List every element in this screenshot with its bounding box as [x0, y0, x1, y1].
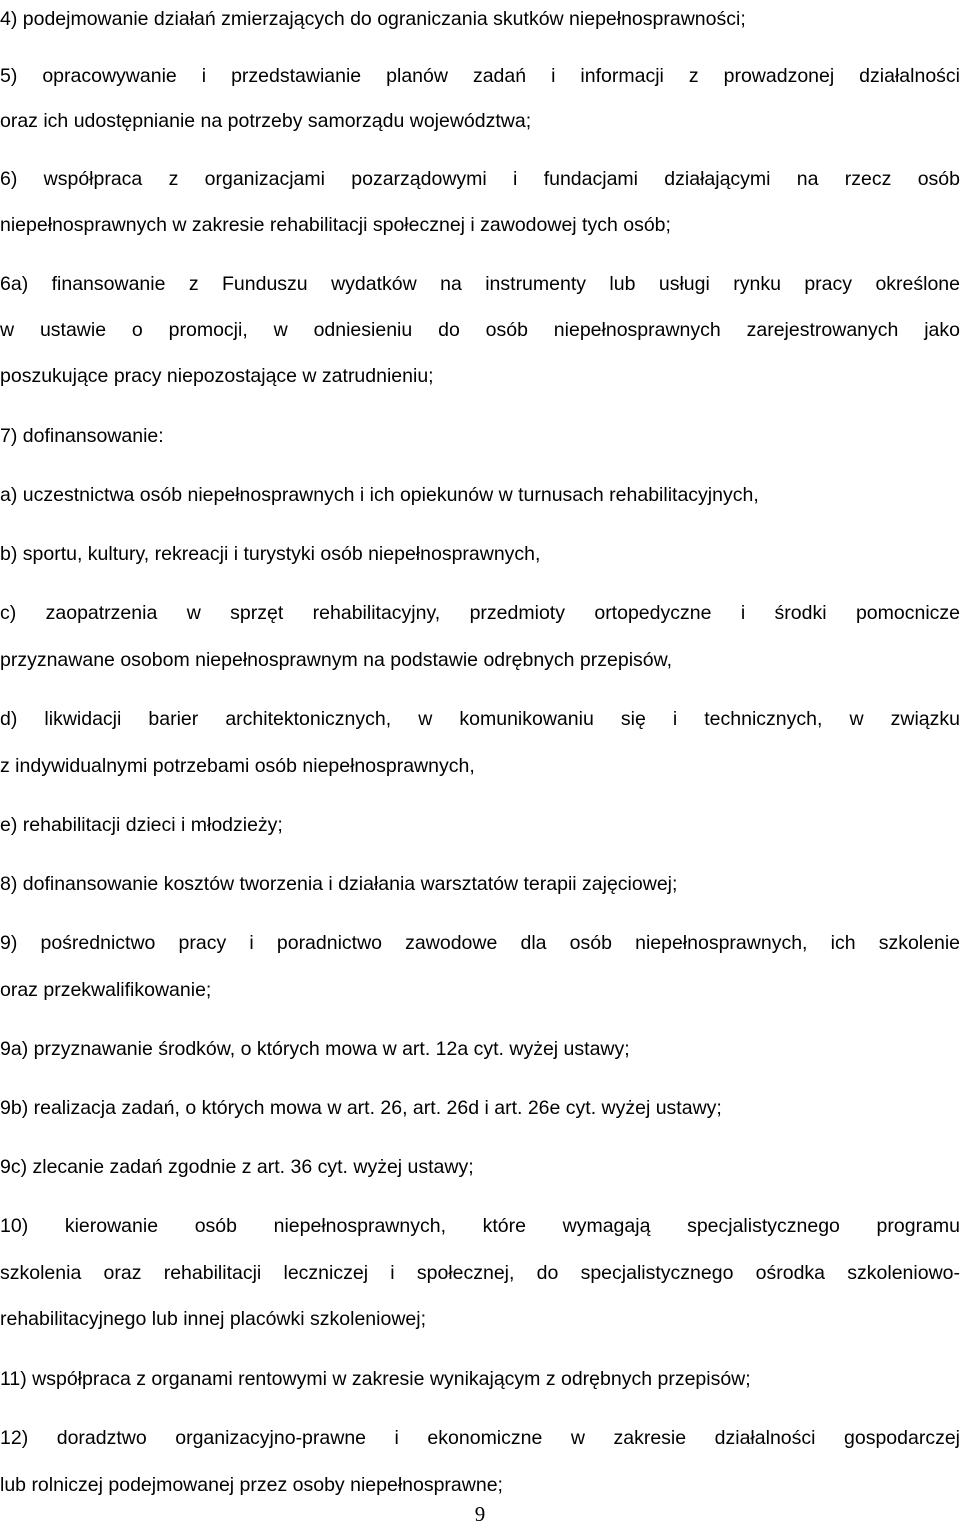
text-line: oraz przekwalifikowanie; — [0, 979, 212, 1001]
text-line: niepełnosprawnych w zakresie rehabilitacji społecznej i zawodowej tych osób; — [0, 214, 671, 236]
text-line: 7) dofinansowanie: — [0, 425, 164, 447]
text-line: b) sportu, kultury, rekreacji i turystyki osób niepełnosprawnych, — [0, 543, 541, 565]
text-line: 9b) realizacja zadań, o których mowa w art. 26, art. 26d i art. 26e cyt. wyżej ustawy; — [0, 1097, 722, 1119]
text-line: lub rolniczej podejmowanej przez osoby niepełnosprawne; — [0, 1474, 503, 1496]
text-line: e) rehabilitacji dzieci i młodzieży; — [0, 814, 283, 836]
text-line: 9a) przyznawanie środków, o których mowa w art. 12a cyt. wyżej ustawy; — [0, 1038, 630, 1060]
text-line: przyznawane osobom niepełnosprawnym na podstawie odrębnych przepisów, — [0, 649, 673, 671]
text-line: w ustawie o promocji, w odniesieniu do osób niepełnosprawnych zarejestrowanych jako — [0, 319, 960, 341]
text-line: 5) opracowywanie i przedstawianie planów zadań i informacji z prowadzonej działalności — [0, 65, 960, 87]
text-line: 8) dofinansowanie kosztów tworzenia i działania warsztatów terapii zajęciowej; — [0, 873, 678, 895]
text-line: 9c) zlecanie zadań zgodnie z art. 36 cyt. wyżej ustawy; — [0, 1156, 474, 1178]
text-line: rehabilitacyjnego lub innej placówki szkoleniowej; — [0, 1308, 426, 1330]
text-line: szkolenia oraz rehabilitacji leczniczej i społecznej, do specjalistycznego ośrodka szkoleniowo- — [0, 1262, 960, 1284]
text-line: a) uczestnictwa osób niepełnosprawnych i ich opiekunów w turnusach rehabilitacyjnych, — [0, 484, 759, 506]
text-line: 6) współpraca z organizacjami pozarządowymi i fundacjami działającymi na rzecz osób — [0, 168, 960, 190]
text-line: oraz ich udostępnianie na potrzeby samorządu województwa; — [0, 110, 532, 132]
text-line: 6a) finansowanie z Funduszu wydatków na instrumenty lub usługi rynku pracy określone — [0, 273, 960, 295]
text-line: z indywidualnymi potrzebami osób niepełnosprawnych, — [0, 755, 475, 777]
text-line: 4) podejmowanie działań zmierzających do ograniczania skutków niepełnosprawności; — [0, 8, 746, 30]
text-line: 9) pośrednictwo pracy i poradnictwo zawodowe dla osób niepełnosprawnych, ich szkolenie — [0, 932, 960, 954]
text-line: 11) współpraca z organami rentowymi w zakresie wynikającym z odrębnych przepisów; — [0, 1368, 751, 1390]
text-line: d) likwidacji barier architektonicznych, w komunikowaniu się i technicznych, w związku — [0, 708, 960, 730]
text-line: 12) doradztwo organizacyjno-prawne i ekonomiczne w zakresie działalności gospodarczej — [0, 1427, 960, 1449]
text-line: c) zaopatrzenia w sprzęt rehabilitacyjny, przedmioty ortopedyczne i środki pomocnicze — [0, 602, 960, 624]
page-number: 9 — [474, 1502, 486, 1526]
text-line: poszukujące pracy niepozostające w zatrudnieniu; — [0, 365, 434, 387]
text-line: 10) kierowanie osób niepełnosprawnych, które wymagają specjalistycznego programu — [0, 1215, 960, 1237]
